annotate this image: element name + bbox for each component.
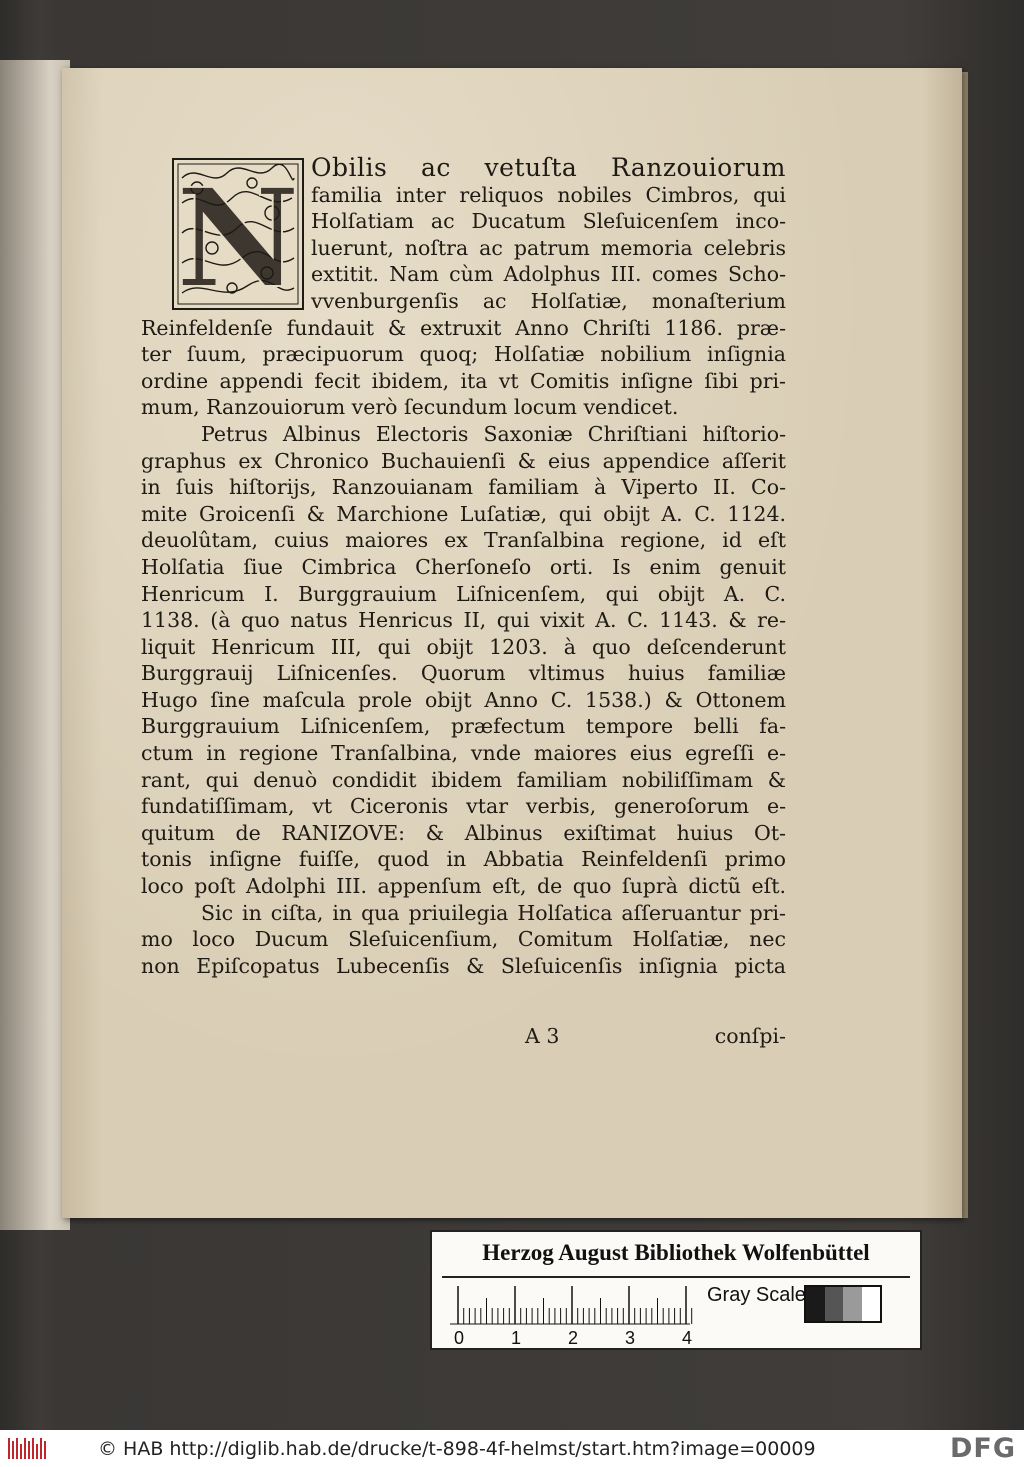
text-line: Obilis ac vetuſta Ranzouiorum: [311, 153, 786, 182]
ruler-scale: [450, 1284, 700, 1326]
text-line: Burggrauium Liſnicenſem, præfectum tempore belli fa-: [141, 714, 786, 739]
gray-swatch: [843, 1287, 862, 1321]
text-line: ordine appendi fecit ibidem, ita vt Comitis inſigne ſibi pri-: [141, 368, 786, 393]
ruler-number: 3: [625, 1328, 636, 1348]
text-line: extitit. Nam cùm Adolphus III. comes Scho-: [311, 262, 786, 287]
gray-swatch: [862, 1287, 881, 1321]
book-edge: [0, 60, 70, 1230]
text-line: ctum in regione Tranſalbina, vnde maiores eius egreſſi e-: [141, 741, 786, 766]
text-line: Reinfeldenſe fundauit & extruxit Anno Chriſti 1186. præ-: [141, 315, 786, 340]
catchword: conſpi-: [714, 1024, 786, 1048]
text-line: 1138. (à quo natus Henricus II, qui vixit A. C. 1143. & re-: [141, 608, 786, 633]
text-line: ter ſuum, præcipuorum quoq; Holſatiæ nobilium inſignia: [141, 342, 786, 367]
body-text: [141, 155, 786, 979]
text-line: non Epiſcopatus Lubecenſis & Sleſuicenſis inſignia picta: [141, 953, 786, 978]
text-line: luerunt, noſtra ac patrum memoria celebris: [311, 235, 786, 260]
gray-scale-swatches: [804, 1285, 882, 1323]
text-line: graphus ex Chronico Buchauienſi & eius appendice aſſerit: [141, 448, 786, 473]
gray-swatch: [806, 1287, 825, 1321]
barcode-logo-icon: [8, 1436, 48, 1461]
copyright-url[interactable]: © HAB http://diglib.hab.de/drucke/t-898-4f-helmst/start.htm?image=00009: [98, 1438, 816, 1460]
text-line: deuolûtam, cuius maiores ex Tranſalbina regione, id eſt: [141, 528, 786, 553]
ruler-number: 1: [511, 1328, 522, 1348]
gray-scale-label: Gray Scale: [707, 1284, 806, 1306]
text-line: loco poſt Adolphi III. appenſum eſt, de quo ſuprà dictũ eſt.: [141, 874, 786, 899]
text-line: fundatiſſimam, vt Ciceronis vtar verbis, generoſorum e-: [141, 794, 786, 819]
text-line: liquit Henricum III, qui obijt 1203. à quo deſcenderunt: [141, 634, 786, 659]
text-line: Holſatia ſiue Cimbrica Cherſoneſo orti. Is enim genuit: [141, 554, 786, 579]
ruler-number: 0: [454, 1328, 465, 1348]
text-line: Holſatiam ac Ducatum Sleſuicenſem inco-: [311, 209, 786, 234]
drop-cap-letter: N: [175, 159, 301, 310]
text-line: quitum de RANIZOVE: & Albinus exiſtimat huius Ot-: [141, 820, 786, 845]
gray-swatch: [825, 1287, 844, 1321]
text-line: Sic in ciſta, in qua priuilegia Holſatica aſſeruantur pri-: [201, 900, 786, 925]
text-line: mum, Ranzouiorum verò ſecundum locum vendicet.: [141, 395, 679, 420]
text-line: rant, qui denuò condidit ibidem familiam nobiliſſimam &: [141, 767, 786, 792]
ruler-number: 4: [682, 1328, 693, 1348]
text-line: Hugo ſine maſcula prole obijt Anno C. 1538.) & Ottonem: [141, 687, 786, 712]
text-line: in ſuis hiſtorijs, Ranzouianam familiam à Viperto II. Co-: [141, 475, 786, 500]
library-color-card: [430, 1230, 922, 1350]
text-line: familia inter reliquos nobiles Cimbros, qui: [311, 182, 786, 207]
text-line: Burggrauij Liſnicenſes. Quorum vltimus huius familiæ: [141, 661, 786, 686]
text-line: vvenburgenſis ac Holſatiæ, monaſterium: [311, 288, 786, 313]
text-line: Henricum I. Burggrauium Liſnicenſem, qui obijt A. C.: [141, 581, 786, 606]
text-line: tonis inſigne fuiſſe, quod in Abbatia Reinfeldenſi primo: [141, 847, 786, 872]
library-name: Herzog August Bibliothek Wolfenbüttel: [482, 1240, 870, 1265]
text-line: mite Groicenſi & Marchione Luſatiæ, qui obijt A. C. 1124.: [141, 501, 786, 526]
dfg-logo: DFG: [949, 1433, 1016, 1464]
text-line: mo loco Ducum Sleſuicenſium, Comitum Holſatiæ, nec: [141, 927, 786, 952]
signature-mark: A 3: [525, 1024, 560, 1048]
ruler-number: 2: [568, 1328, 579, 1348]
viewer-footer: [0, 1430, 1024, 1467]
text-line: Petrus Albinus Electoris Saxoniæ Chriſtiani hiſtorio-: [201, 421, 786, 446]
divider: [442, 1276, 910, 1278]
